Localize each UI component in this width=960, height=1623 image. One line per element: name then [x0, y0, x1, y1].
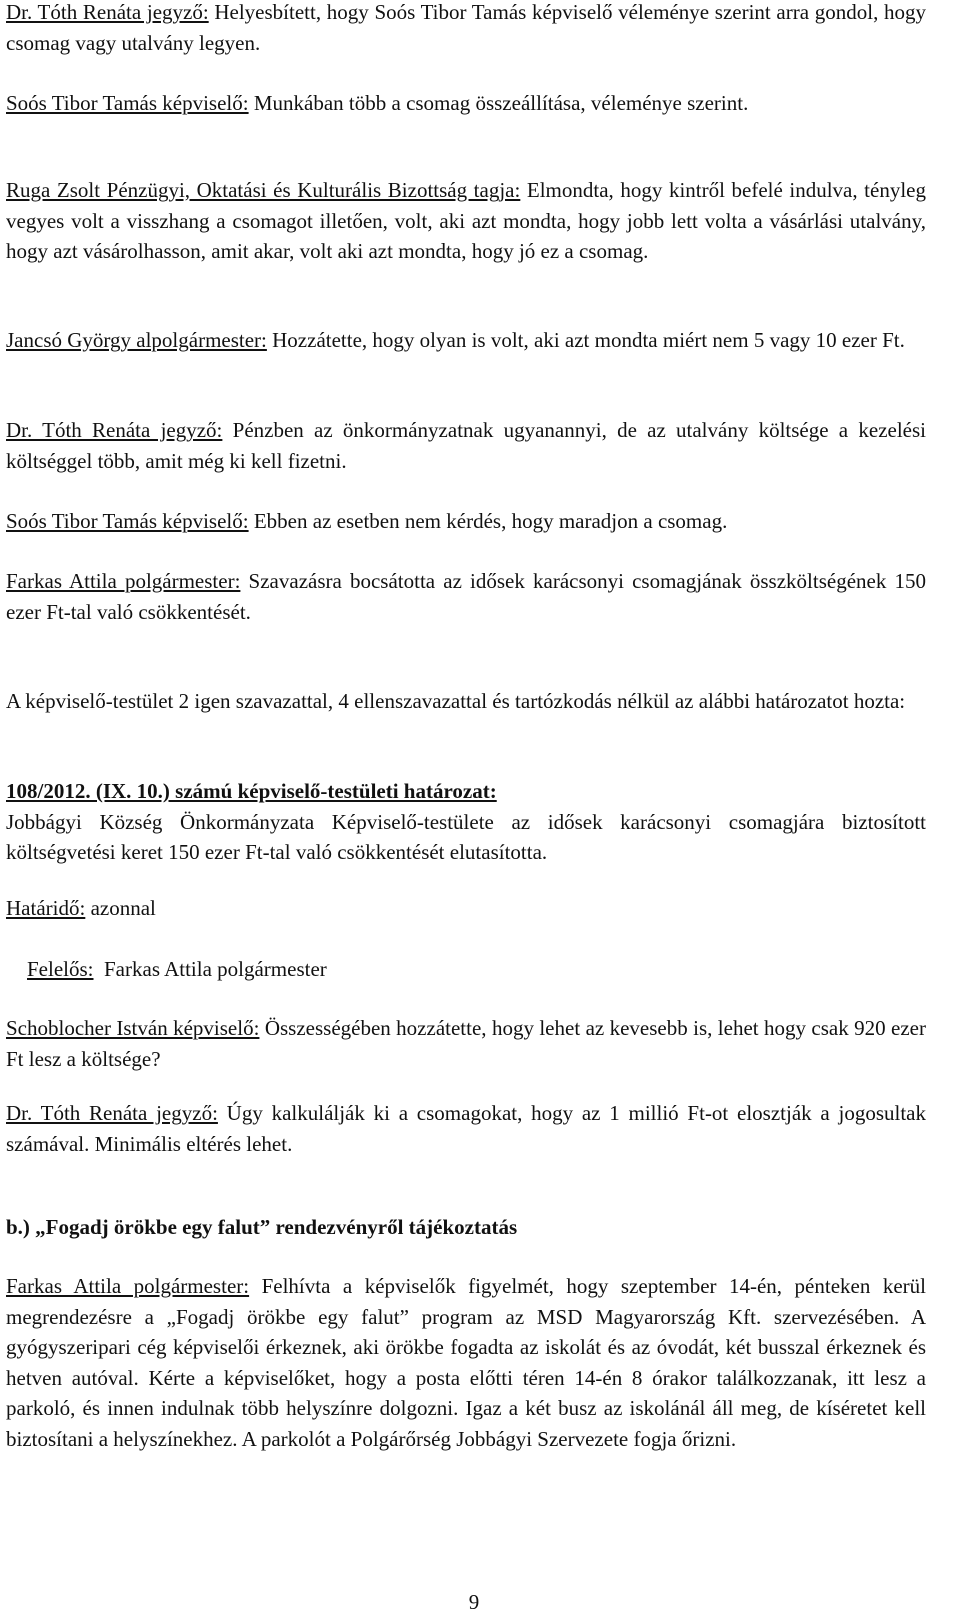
paragraph-5 [6, 415, 926, 476]
speaker-label: Dr. Tóth Renáta jegyző: [6, 1101, 218, 1125]
paragraph-text: Munkában több a csomag összeállítása, véleménye szerint. [248, 91, 749, 115]
paragraph-8 [6, 1013, 926, 1074]
speaker-label: Jancsó György alpolgármester: [6, 328, 267, 352]
paragraph-text: Ebben az esetben nem kérdés, hogy maradjon a csomag. [248, 509, 728, 533]
speaker-label: Schoblocher István képviselő: [6, 1016, 260, 1040]
paragraph-6 [6, 506, 926, 537]
speaker-label: Farkas Attila polgármester: [6, 569, 241, 593]
paragraph-9 [6, 1098, 926, 1159]
paragraph-4 [6, 325, 926, 356]
paragraph-1 [6, 0, 926, 58]
paragraph-text: Pénzben az önkormányzatnak ugyanannyi, de az utalvány költsége a kezelési költséggel több, amit még ki kell fizetni. [6, 418, 926, 473]
paragraph-text: Úgy kalkulálják ki a csomagokat, hogy az 1 millió Ft-ot elosztják a jogosultak számával. Minimális eltérés lehet. [6, 1101, 926, 1156]
speaker-label: Ruga Zsolt Pénzügyi, Oktatási és Kulturális Bizottság tagja: [6, 178, 521, 202]
paragraph-text: Összességében hozzátette, hogy lehet az kevesebb is, lehet hogy csak 920 ezer Ft lesz a költsége? [6, 1016, 926, 1071]
responsible-value: Farkas Attila polgármester [93, 956, 327, 981]
resolution-text: Jobbágyi Község Önkormányzata Képviselő-testülete az idősek karácsonyi csomagjára biztosított költségvetési keret 150 ezer Ft-tal való csökkentését elutasította. [6, 809, 926, 864]
paragraph-text: Felhívta a képviselők figyelmét, hogy szeptember 14-én, pénteken kerül megrendezésre a „Fogadj örökbe egy falut” program az MSD Magyarország Kft. szervezésében. A gyógyszeripari cég képviselői érkeznek, aki örökbe fogadta az iskolát és az óvodát, két busszal érkeznek és hetven autóval. Kérte a képviselőket, hogy a posta előtti téren 14-én 8 órakor találkozzanak, itt lesz a parkoló, és innen indulnak több helyszínre dolgozni. Igaz a két busz az iskolánál áll meg, de kíséretet kell biztosítani a helyszínekhez. A parkolót a Polgárőrség Jobbágyi Szervezete fogja őrizni. [6, 1274, 926, 1451]
responsible-label: Felelős: [27, 956, 94, 981]
paragraph-10 [6, 1271, 926, 1454]
paragraph-text: Elmondta, hogy kintről befelé indulva, tényleg vegyes volt a visszhang a csomagot illetően, volt, aki azt mondta, hogy jobb lett volta a vásárlási utalvány, hogy azt vásárolhasson, amit akar, volt aki azt mondta, hogy jó ez a csomag. [6, 178, 926, 263]
speaker-label: Dr. Tóth Renáta jegyző: [6, 0, 209, 24]
speaker-label: Dr. Tóth Renáta jegyző: [6, 418, 223, 442]
paragraph-text: Helyesbített, hogy Soós Tibor Tamás képviselő véleménye szerint arra gondol, hogy csomag vagy utalvány legyen. [6, 0, 926, 55]
resolution-deadline [6, 893, 926, 924]
paragraph-3 [6, 175, 926, 267]
paragraph-text: Hozzátette, hogy olyan is volt, aki azt mondta miért nem 5 vagy 10 ezer Ft. [266, 328, 905, 352]
page-number: 9 [468, 1590, 480, 1614]
deadline-value: azonnal [85, 896, 156, 920]
paragraph-2 [6, 88, 926, 119]
section-heading: b.) „Fogadj örökbe egy falut” rendezvényről tájékoztatás [6, 1215, 518, 1239]
speaker-label: Farkas Attila polgármester: [6, 1274, 250, 1298]
speaker-label: Soós Tibor Tamás képviselő: [6, 509, 249, 533]
paragraph-7 [6, 566, 926, 627]
resolution-block [6, 776, 926, 868]
deadline-label: Határidő: [6, 896, 86, 920]
resolution-title: 108/2012. (IX. 10.) számú képviselő-testületi határozat: [6, 779, 497, 803]
resolution-responsible [6, 923, 926, 1015]
paragraph-text: Szavazásra bocsátotta az idősek karácsonyi csomagjának összköltségének 150 ezer Ft-tal való csökkentését. [6, 569, 926, 624]
speaker-label: Soós Tibor Tamás képviselő: [6, 91, 249, 115]
vote-result: A képviselő-testület 2 igen szavazattal, 4 ellenszavazattal és tartózkodás nélkül az alábbi határozatot hozta: [6, 689, 906, 713]
